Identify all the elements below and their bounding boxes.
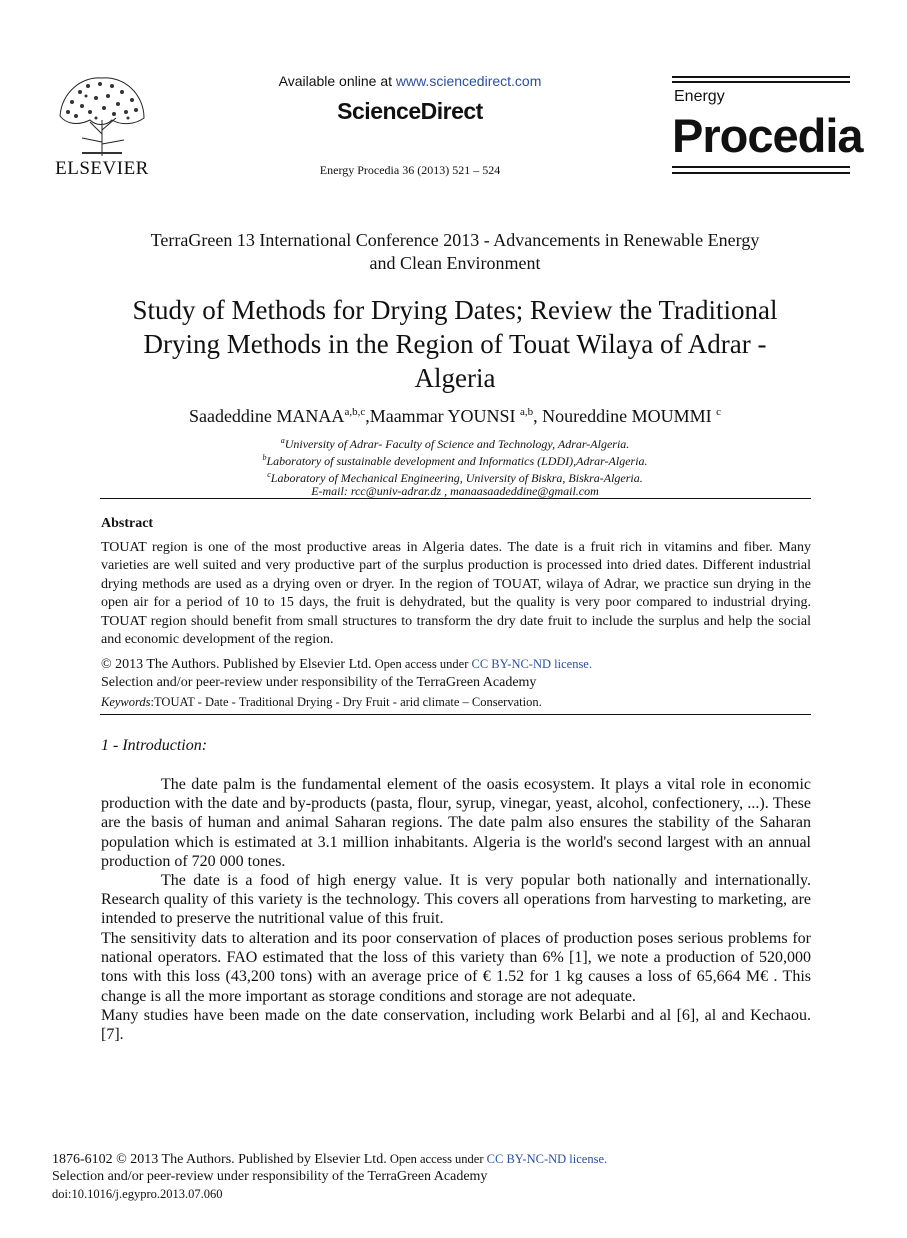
- journal-rule-bottom-2: [672, 172, 850, 174]
- elsevier-wordmark: ELSEVIER: [55, 158, 149, 179]
- journal-name-small: Energy: [674, 88, 725, 105]
- author-affiliation-mark: a,b,c: [344, 406, 366, 418]
- author-name: Saadeddine MANAA: [188, 406, 345, 426]
- journal-citation: Energy Procedia 36 (2013) 521 – 524: [319, 163, 501, 177]
- intro-paragraph: The date is a food of high energy value. It is very popular both nationally and internationally. Research quality of this variety is the technology. This covers all operations from harvesting to marketing, are intended to preserve the nutritional value of this fruit.: [101, 872, 811, 928]
- keywords-label: Keywords: [101, 695, 151, 709]
- keywords: [101, 695, 811, 710]
- peer-review-note: Selection and/or peer-review under responsibility of the TerraGreen Academy: [101, 675, 537, 690]
- available-online-prefix: Available online at: [278, 73, 396, 89]
- abstract-body: TOUAT region is one of the most productive areas in Algeria dates. The date is a fruit rich in vitamins and fiber. Many varieties are well suited and very productive part of the surplus production is processed into dried dates. Different industrial drying methods are used as a drying oven or dryer. In the region of TOUAT, wilaya of Adrar, we practice sun drying in the open air for a period of 10 to 15 days, the fruit is dehydrated, but the quality is very poor compared to industrial drying. TOUAT region should benefit from small structures to transform the dry date fruit to include the surplus and help the social and economic development of the region.: [101, 540, 811, 648]
- affiliation-text: University of Adrar- Faculty of Science and Technology, Adrar-Algeria.: [284, 437, 630, 451]
- footer-copyright: [52, 1152, 607, 1168]
- author-list: [100, 406, 810, 427]
- title-line: Study of Methods for Drying Dates; Review the Traditional: [132, 295, 778, 325]
- author-affiliation-mark: a,b: [520, 406, 534, 418]
- conference-line: TerraGreen 13 International Conference 2013 - Advancements in Renewable Energy: [150, 230, 760, 250]
- journal-rule-top-2: [672, 81, 850, 83]
- author-name: Noureddine MOUMMI: [542, 406, 717, 426]
- sciencedirect-link[interactable]: www.sciencedirect.com: [395, 73, 542, 89]
- intro-paragraph: The sensitivity dats to alteration and its poor conservation of places of production poses serious problems for national operators. FAO estimated that the loss of this variety than 6% [1], we note a production of 520,000 tons with this loss (43,200 tons) with an average price of € 1.52 for 1 kg causes a loss of 65,664 M€ . This change is all the more important as storage conditions and storage are not adequate.: [101, 930, 811, 1005]
- license-link[interactable]: CC BY-NC-ND license.: [471, 657, 592, 671]
- paper-title: [100, 293, 810, 395]
- title-line: Algeria: [414, 363, 496, 393]
- conference-line: and Clean Environment: [369, 253, 541, 273]
- elsevier-logo: [52, 72, 152, 182]
- open-access-text: Open access under: [386, 1152, 487, 1166]
- doi[interactable]: doi:10.1016/j.egypro.2013.07.060: [52, 1187, 223, 1201]
- affiliation-mark: c: [267, 470, 271, 479]
- author-email: E-mail: rcc@univ-adrar.dz , manaasaadeddine@gmail.com: [311, 484, 599, 498]
- abstract-copyright: [101, 657, 811, 673]
- author-separator: ,: [365, 406, 370, 426]
- intro-paragraph: Many studies have been made on the date conservation, including work Belarbi and al [6], al and Kechaou. [7].: [101, 1007, 811, 1044]
- journal-rule-bottom: [672, 166, 850, 168]
- journal-rule-top: [672, 76, 850, 78]
- available-online-line: [200, 73, 620, 89]
- license-link[interactable]: CC BY-NC-ND license.: [486, 1152, 608, 1166]
- intro-paragraph: The date palm is the fundamental element of the oasis ecosystem. It plays a vital role in economic production with the date and by-products (pasta, flour, syrup, vinegar, yeast, alcohol, confectionery, ...). These are the basis of human and animal Saharan regions. The date palm also ensures the stability of the Saharan population which is estimated at 3.1 million inhabitants. Algeria is the world's second largest with an annual production of 720 000 tones.: [101, 776, 811, 870]
- issn-copyright-text: 1876-6102 © 2013 The Authors. Published by Elsevier Ltd.: [52, 1152, 387, 1167]
- affiliation-text: Laboratory of Mechanical Engineering, University of Biskra, Biskra-Algeria.: [270, 471, 643, 485]
- open-access-text: Open access under: [371, 657, 472, 671]
- keywords-list: :TOUAT - Date - Traditional Drying - Dry Fruit - arid climate – Conservation.: [150, 695, 542, 709]
- abstract-rule-top: [100, 498, 811, 499]
- sciencedirect-wordmark: ScienceDirect: [337, 98, 483, 124]
- affiliation-mark: a: [280, 436, 285, 445]
- elsevier-tree-icon: [52, 72, 152, 158]
- section-heading-introduction: 1 - Introduction:: [101, 737, 208, 754]
- title-line: Drying Methods in the Region of Touat Wilaya of Adrar -: [143, 329, 767, 359]
- footer-peer-review: Selection and/or peer-review under responsibility of the TerraGreen Academy: [52, 1169, 488, 1184]
- journal-name-large: Procedia: [672, 109, 863, 162]
- author-separator: ,: [533, 406, 543, 426]
- copyright-text: © 2013 The Authors. Published by Elsevier Ltd.: [101, 657, 372, 672]
- author-affiliation-mark: c: [716, 406, 722, 418]
- affiliation-mark: b: [262, 453, 267, 462]
- abstract-heading: Abstract: [101, 516, 154, 531]
- conference-name: [100, 229, 810, 275]
- abstract-rule-bottom: [100, 714, 811, 715]
- author-name: Maammar YOUNSI: [369, 406, 521, 426]
- affiliation-text: Laboratory of sustainable development and Informatics (LDDI),Adrar-Algeria.: [266, 454, 648, 468]
